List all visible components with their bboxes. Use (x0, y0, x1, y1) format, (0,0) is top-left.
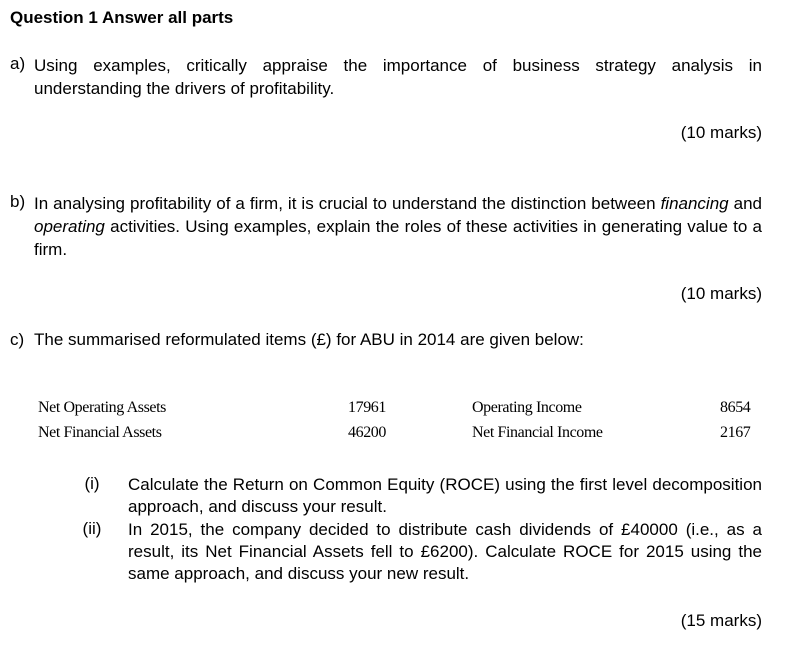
part-b-text-1: In analysing profitability of a firm, it is crucial to understand the distinction between (34, 194, 661, 213)
part-b-operating: operating (34, 217, 105, 236)
part-b-marks: (10 marks) (680, 284, 762, 303)
sub-i-label: (i) (84, 474, 100, 493)
table-row-2-label-1: Net Financial Assets (38, 424, 162, 441)
part-a-marks: (10 marks) (680, 123, 762, 142)
table-row-1-value-2: 8654 (720, 399, 751, 416)
sub-ii-text: In 2015, the company decided to distribute cash dividends of £40000 (i.e., as a result, its Net Financial Assets fell to £6200). Calculate ROCE for 2015 using the same approach, and discuss your new result. (128, 520, 762, 583)
part-b-financing: financing (660, 194, 729, 213)
part-b-text-2: activities. Using examples, explain the roles of these activities in generating value to a firm. (34, 217, 762, 259)
part-c-marks: (15 marks) (680, 611, 762, 630)
question-title: Question 1 Answer all parts (10, 8, 234, 27)
part-b-and: and (728, 194, 762, 213)
sub-ii-label: (ii) (82, 519, 102, 538)
part-a-label: a) (10, 54, 26, 73)
table-row-2-value-2: 2167 (720, 424, 751, 441)
table-row-1-value-1: 17961 (348, 399, 387, 416)
part-a-text: Using examples, critically appraise the importance of business strategy analysis in understanding the drivers of profitability. (34, 56, 762, 98)
table-row-1-label-2: Operating Income (472, 399, 582, 416)
part-c-label: c) (10, 330, 25, 349)
table-row-2-value-1: 46200 (348, 424, 387, 441)
table-row-2-label-2: Net Financial Income (472, 424, 603, 441)
part-b-text (34, 192, 762, 261)
table-row-1-label-1: Net Operating Assets (38, 399, 166, 416)
sub-i-text: Calculate the Return on Common Equity (ROCE) using the first level decomposition approach, and discuss your result. (128, 475, 762, 516)
part-c-text: The summarised reformulated items (£) for ABU in 2014 are given below: (34, 330, 584, 349)
part-b-label: b) (10, 192, 26, 211)
